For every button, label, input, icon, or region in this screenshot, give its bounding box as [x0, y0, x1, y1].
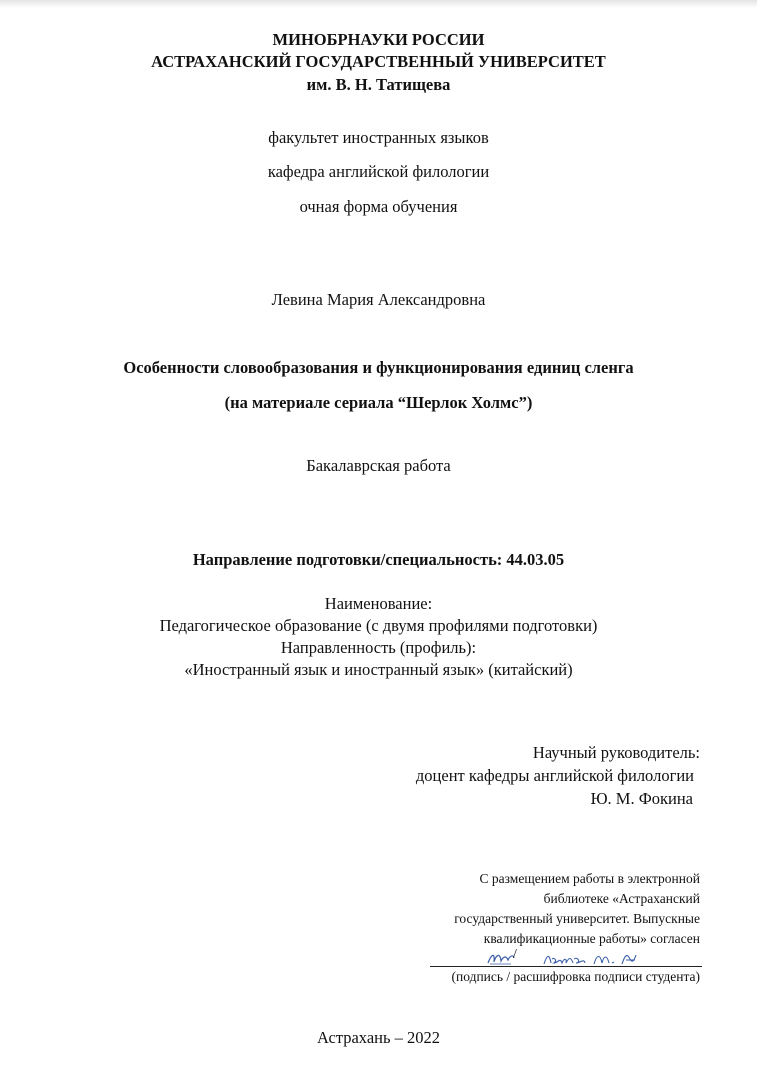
signature-separator: /	[513, 947, 517, 962]
program-profile-label: Направленность (профиль):	[280, 638, 477, 657]
supervisor-name: Ю. М. Фокина	[590, 789, 693, 808]
university-named-after: им. В. Н. Татищева	[306, 75, 451, 94]
study-form-line: очная форма обучения	[299, 197, 458, 216]
program-name-value: Педагогическое образование (с двумя профилями подготовки)	[159, 616, 598, 635]
student-name-handwritten	[540, 949, 650, 967]
author-name: Левина Мария Александровна	[271, 290, 486, 309]
signature-line	[430, 949, 702, 967]
specialty-line: Направление подготовки/специальность: 44.03.05	[192, 550, 565, 569]
program-profile-value: «Иностранный язык и иностранный язык» (китайский)	[184, 660, 573, 679]
consent-line-4: квалификационные работы» согласен	[483, 931, 700, 946]
consent-line-2: библиотеке «Астраханский	[543, 891, 700, 906]
faculty-line: факультет иностранных языков	[268, 128, 489, 147]
ministry-heading: МИНОБРНАУКИ РОССИИ	[272, 30, 485, 49]
signature-caption: (подпись / расшифровка подписи студента)	[451, 969, 700, 984]
work-type: Бакалаврская работа	[306, 456, 451, 475]
page-top-edge	[0, 0, 757, 8]
supervisor-position: доцент кафедры английской филологии	[415, 766, 694, 785]
consent-line-1: С размещением работы в электронной	[479, 871, 700, 886]
thesis-title-line-1: Особенности словообразования и функционирования единиц сленга	[123, 358, 634, 377]
city-year-footer: Астрахань – 2022	[316, 1028, 441, 1047]
consent-line-3: государственный университет. Выпускные	[454, 911, 700, 926]
department-line: кафедра английской филологии	[267, 162, 490, 181]
student-signature-mark	[486, 949, 516, 967]
supervisor-label: Научный руководитель:	[532, 743, 700, 762]
thesis-title-line-2: (на материале сериала “Шерлок Холмс”)	[224, 393, 533, 412]
program-name-label: Наименование:	[324, 594, 433, 613]
university-heading: АСТРАХАНСКИЙ ГОСУДАРСТВЕННЫЙ УНИВЕРСИТЕТ	[151, 52, 606, 71]
